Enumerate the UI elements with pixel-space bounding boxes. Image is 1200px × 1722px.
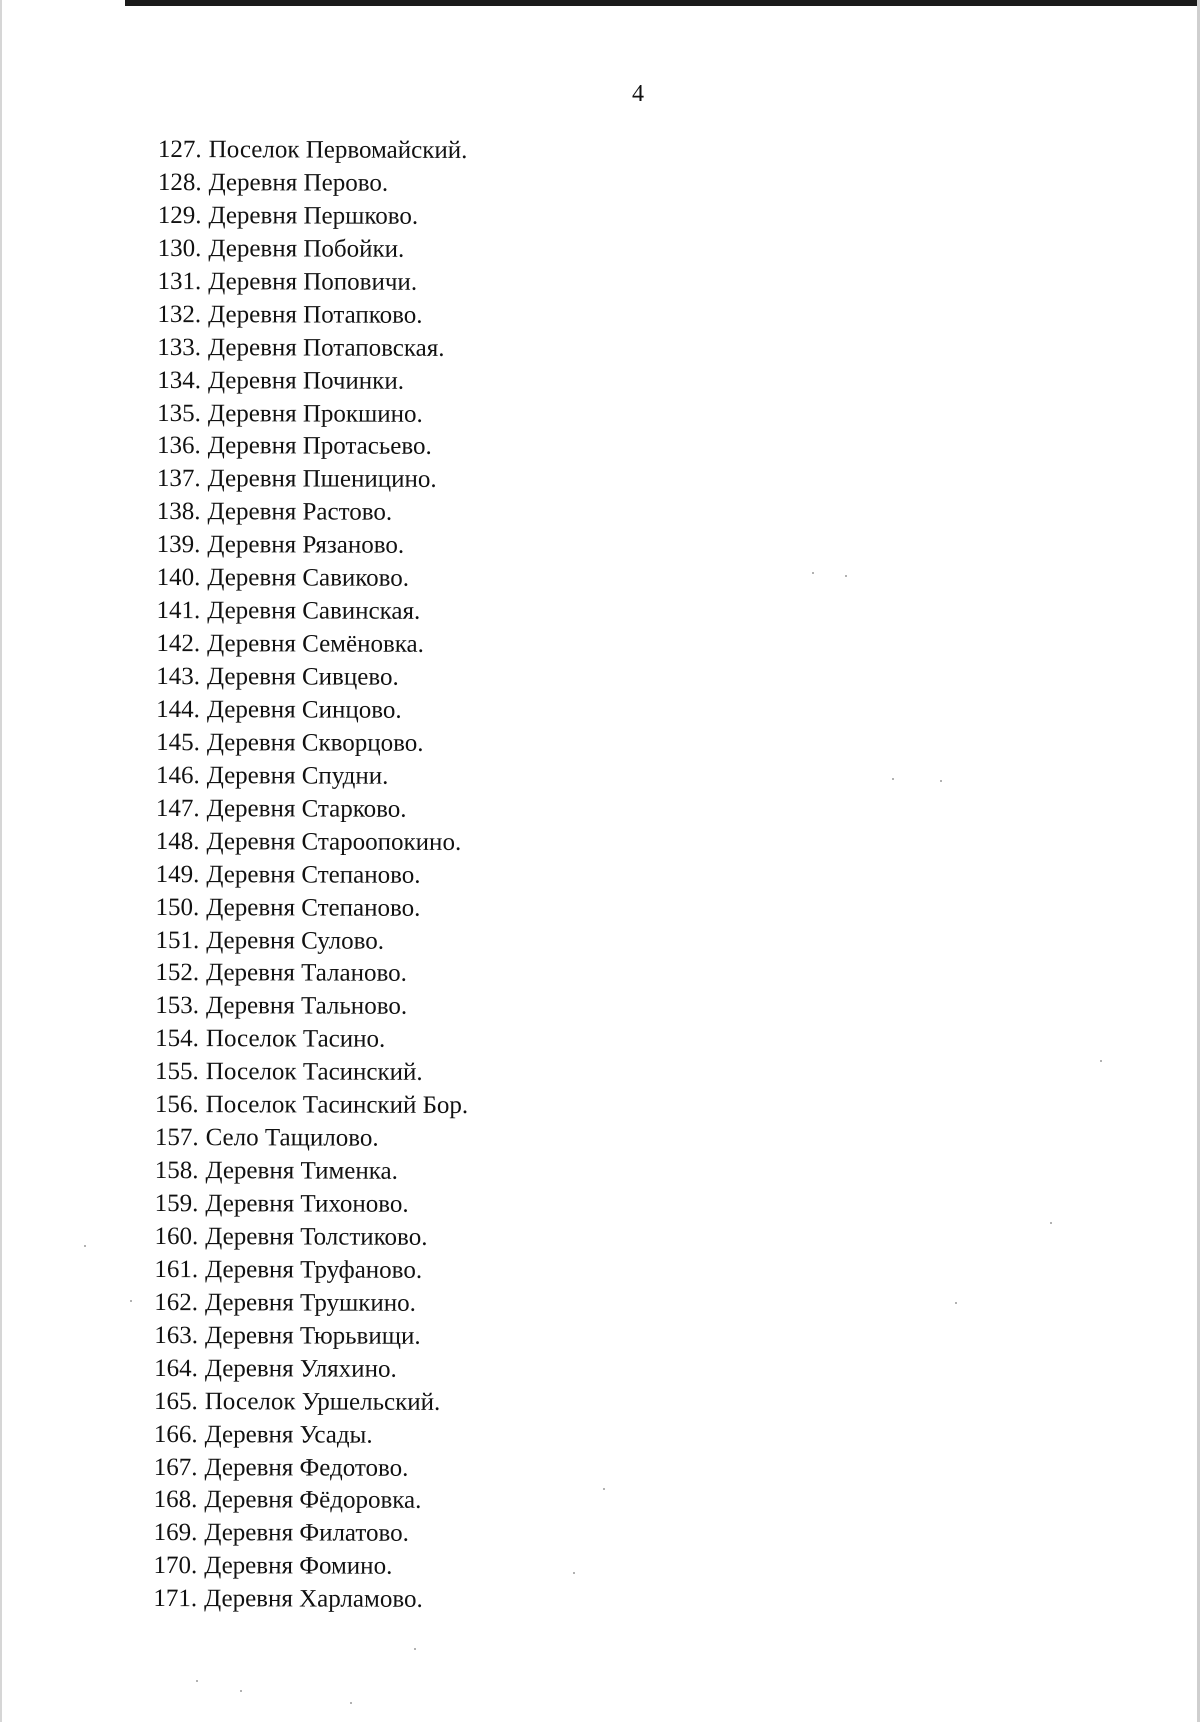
item-name: Деревня Фёдоровка. — [204, 1486, 422, 1515]
item-name: Деревня Поповичи. — [208, 267, 418, 296]
item-number: 165. — [153, 1387, 198, 1415]
item-number: 129. — [157, 201, 202, 230]
item-name: Деревня Степаново. — [206, 860, 421, 889]
list-item — [154, 1386, 467, 1420]
list-item — [157, 266, 470, 300]
list-item — [157, 365, 470, 399]
list-item — [154, 1320, 467, 1354]
item-name: Деревня Прокшино. — [207, 399, 423, 428]
scan-edge-left — [0, 0, 2, 1722]
item-name: Деревня Филатово. — [204, 1519, 409, 1548]
item-name: Деревня Савинская. — [207, 597, 421, 625]
item-name: Деревня Усады. — [204, 1420, 373, 1449]
item-number: 132. — [157, 300, 202, 328]
item-number: 155. — [155, 1058, 199, 1086]
list-item — [156, 760, 469, 794]
item-number: 171. — [153, 1585, 198, 1613]
scan-speck — [845, 575, 847, 577]
item-number: 145. — [156, 728, 200, 757]
item-name: Деревня Семёновка. — [207, 630, 424, 658]
item-name: Деревня Скворцово. — [206, 729, 424, 757]
item-number: 147. — [155, 794, 200, 822]
item-number: 137. — [156, 465, 201, 493]
scan-speck — [603, 1488, 605, 1490]
list-item — [157, 332, 470, 366]
item-name: Деревня Уляхино. — [204, 1354, 397, 1383]
scan-speck — [84, 1245, 86, 1247]
list-item — [155, 957, 468, 991]
item-name: Деревня Таланово. — [206, 959, 407, 988]
item-number: 136. — [156, 432, 201, 460]
item-number: 149. — [155, 860, 200, 888]
item-number: 143. — [156, 662, 201, 691]
item-number: 163. — [154, 1321, 199, 1349]
scan-speck — [196, 1680, 198, 1682]
item-number: 128. — [157, 168, 202, 197]
list-item — [153, 1550, 466, 1584]
list-item — [156, 595, 469, 629]
item-number: 146. — [155, 761, 200, 789]
item-number: 144. — [156, 695, 200, 724]
item-name: Деревня Старково. — [206, 794, 407, 823]
item-name: Деревня Савиково. — [207, 564, 410, 592]
item-name: Поселок Тасинский. — [205, 1058, 423, 1087]
list-item — [154, 1287, 467, 1321]
item-number: 134. — [157, 366, 202, 394]
item-name: Деревня Растово. — [207, 498, 393, 527]
item-name: Деревня Потаповская. — [208, 333, 445, 362]
item-number: 156. — [154, 1091, 199, 1119]
list-item — [156, 694, 469, 728]
list-item — [157, 562, 470, 596]
item-number: 135. — [157, 399, 201, 427]
list-item — [155, 990, 468, 1024]
list-item — [155, 1056, 468, 1090]
list-item — [155, 1023, 468, 1057]
list-item — [154, 1353, 467, 1387]
scan-speck — [1100, 1060, 1102, 1062]
item-number: 140. — [156, 564, 201, 592]
list-item — [154, 1419, 467, 1453]
list-item — [157, 397, 470, 431]
list-item — [154, 1221, 467, 1255]
list-item — [157, 430, 470, 464]
list-item — [153, 1583, 466, 1617]
list-item — [154, 1484, 467, 1518]
list-item — [154, 1254, 467, 1288]
item-number: 131. — [157, 267, 202, 295]
item-number: 170. — [153, 1552, 198, 1580]
item-name: Деревня Побойки. — [208, 234, 405, 263]
list-item — [156, 793, 469, 827]
item-number: 157. — [154, 1124, 199, 1152]
item-number: 164. — [154, 1354, 198, 1382]
item-name: Деревня Трушкино. — [205, 1288, 417, 1317]
list-item — [155, 1122, 468, 1156]
scan-speck — [1050, 1222, 1052, 1224]
item-number: 151. — [155, 926, 200, 954]
item-number: 141. — [156, 597, 201, 625]
item-number: 160. — [154, 1222, 199, 1251]
item-number: 159. — [154, 1189, 199, 1218]
list-item — [155, 924, 468, 958]
item-number: 139. — [156, 531, 201, 559]
item-name: Деревня Староопокино. — [206, 827, 462, 856]
item-number: 154. — [155, 1025, 199, 1053]
item-name: Деревня Першково. — [208, 202, 419, 230]
item-name: Деревня Протасьево. — [207, 432, 432, 461]
list-item — [156, 826, 469, 860]
item-name: Деревня Федотово. — [204, 1453, 409, 1482]
list-item — [157, 463, 470, 497]
settlement-list — [153, 134, 471, 1617]
item-number: 168. — [153, 1486, 198, 1514]
list-item — [154, 1451, 467, 1485]
list-item — [158, 167, 471, 201]
item-name: Деревня Фомино. — [204, 1552, 393, 1581]
item-number: 142. — [156, 630, 201, 658]
item-name: Деревня Харламово. — [204, 1585, 423, 1614]
item-number: 138. — [156, 498, 201, 526]
item-name: Деревня Сулово. — [206, 926, 385, 955]
scan-speck — [940, 780, 942, 782]
list-item — [154, 1517, 467, 1551]
list-item — [155, 1188, 468, 1222]
item-name: Деревня Рязаново. — [207, 531, 405, 560]
item-name: Поселок Тасинский Бор. — [205, 1091, 469, 1120]
list-item — [156, 628, 469, 662]
item-number: 133. — [157, 333, 202, 361]
scan-speck — [812, 572, 814, 574]
list-item — [157, 299, 470, 333]
item-name: Поселок Тасино. — [205, 1025, 386, 1054]
item-number: 150. — [155, 893, 200, 921]
item-number: 153. — [155, 992, 200, 1020]
item-name: Деревня Сивцево. — [207, 663, 399, 691]
list-item — [158, 200, 471, 234]
item-name: Деревня Спудни. — [206, 761, 389, 790]
list-item — [155, 1155, 468, 1189]
item-name: Деревня Починки. — [207, 366, 405, 395]
page-number: 4 — [632, 81, 644, 107]
scan-speck — [573, 1572, 575, 1574]
list-item — [158, 233, 471, 267]
scan-speck — [130, 1300, 132, 1302]
item-name: Деревня Толстиково. — [205, 1223, 428, 1251]
item-name: Деревня Труфаново. — [205, 1256, 423, 1284]
list-item — [158, 134, 471, 168]
scan-edge-top — [125, 0, 1200, 6]
item-name: Деревня Тименка. — [205, 1157, 398, 1185]
list-item — [156, 661, 469, 695]
scan-speck — [240, 1690, 242, 1692]
list-item — [156, 892, 469, 926]
item-name: Деревня Тальново. — [205, 992, 408, 1021]
item-name: Деревня Пшеницино. — [207, 465, 437, 494]
item-number: 169. — [153, 1519, 198, 1547]
item-number: 158. — [154, 1157, 199, 1185]
item-number: 162. — [154, 1288, 199, 1316]
item-name: Деревня Синцово. — [206, 696, 402, 724]
scan-speck — [955, 1302, 957, 1304]
scan-speck — [414, 1648, 416, 1650]
item-number: 130. — [157, 234, 202, 262]
item-number: 152. — [155, 959, 200, 987]
item-number: 167. — [153, 1453, 198, 1481]
item-number: 148. — [155, 827, 200, 855]
item-name: Деревня Потапково. — [208, 300, 423, 329]
list-item — [156, 859, 469, 893]
list-item — [157, 496, 470, 530]
item-number: 166. — [153, 1420, 198, 1448]
item-name: Деревня Степаново. — [206, 893, 421, 922]
item-name: Поселок Уршельский. — [204, 1387, 441, 1416]
item-name: Деревня Тихоново. — [205, 1190, 409, 1218]
item-name: Деревня Тюрьвищи. — [204, 1321, 421, 1350]
item-number: 127. — [157, 135, 202, 164]
list-item — [156, 727, 469, 761]
item-number: 161. — [154, 1255, 199, 1284]
item-name: Село Тащилово. — [205, 1124, 379, 1152]
item-name: Поселок Первомайский. — [208, 136, 468, 164]
list-item — [155, 1089, 468, 1123]
item-name: Деревня Перово. — [208, 169, 389, 197]
list-item — [157, 529, 470, 563]
scan-speck — [350, 1702, 352, 1704]
scan-speck — [892, 778, 894, 780]
